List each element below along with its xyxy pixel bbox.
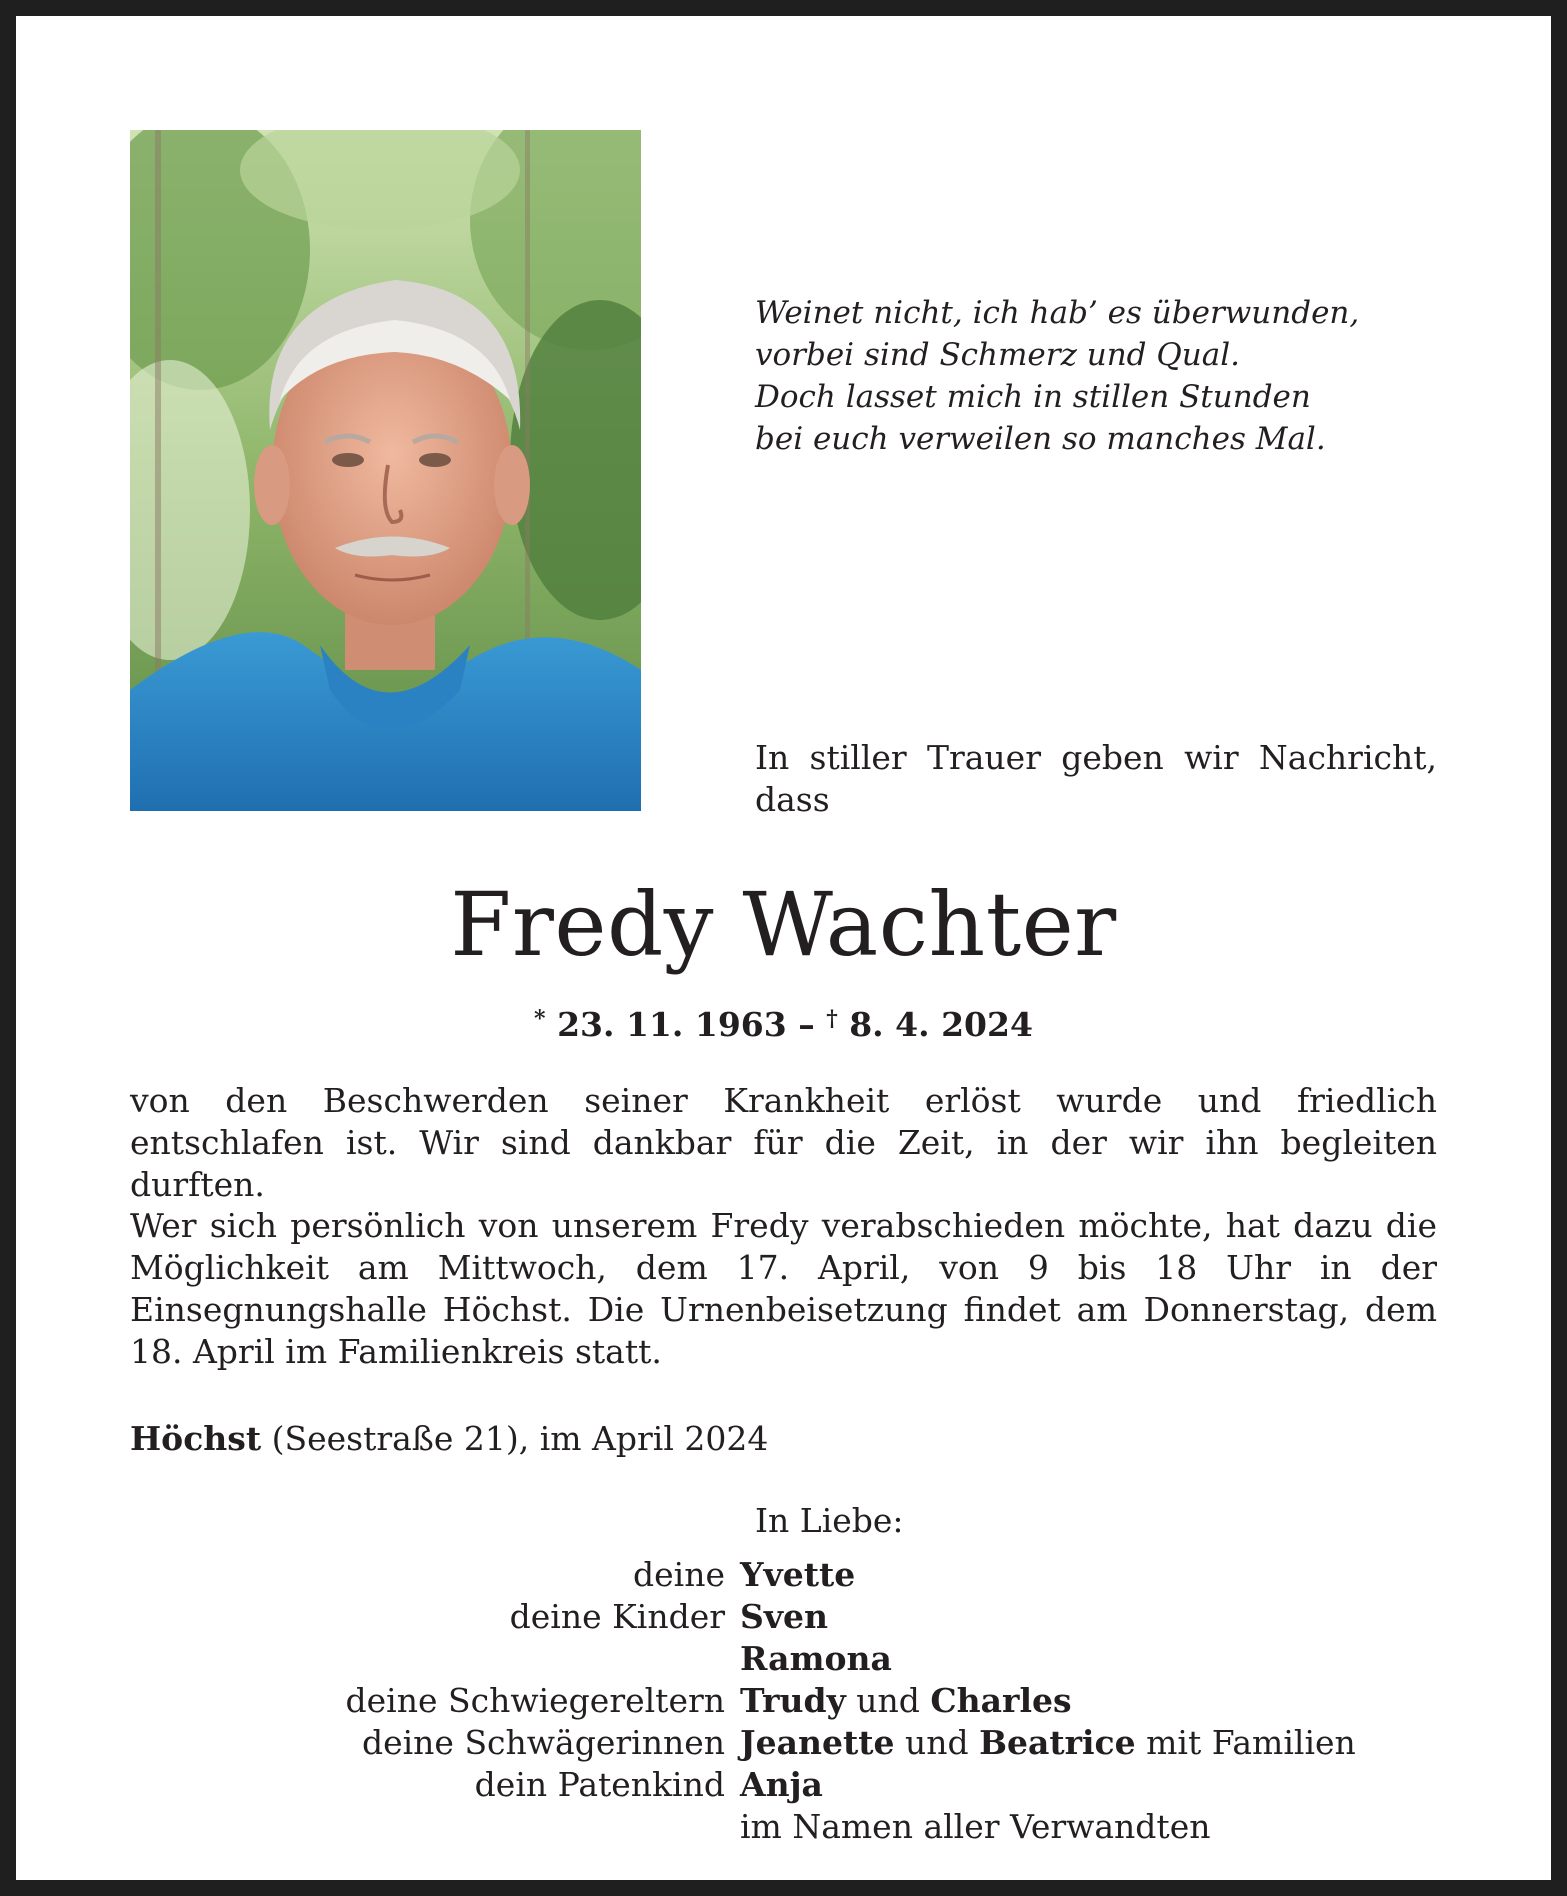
family-names bbox=[740, 1596, 1550, 1638]
family-names bbox=[740, 1764, 1550, 1806]
poem-line: Doch lasset mich in stillen Stunden bbox=[755, 379, 1311, 415]
family-row bbox=[130, 1680, 1550, 1722]
family-names bbox=[740, 1680, 1550, 1722]
relation-label: deine Schwiegereltern bbox=[345, 1681, 725, 1720]
paragraph-farewell: Wer sich persönlich von unserem Fredy verabschieden möchte, hat dazu die Möglichkeit am Mittwoch, dem 17. April, von 9 bis 18 Uhr in der Einsegnungshalle Höchst. Die Urnenbeisetzung findet am Donnerstag, dem 18. April im Familienkreis statt. bbox=[130, 1206, 1437, 1371]
family-name: Beatrice bbox=[979, 1723, 1136, 1762]
intro-line-2: dass bbox=[755, 780, 830, 819]
family-name: Anja bbox=[740, 1765, 823, 1804]
family-name: Jeanette bbox=[740, 1723, 895, 1762]
family-row bbox=[130, 1596, 1550, 1638]
relation-label: deine Schwägerinnen bbox=[361, 1723, 725, 1762]
town-name: Höchst bbox=[130, 1419, 262, 1458]
life-dates bbox=[0, 998, 1567, 1046]
family-row bbox=[130, 1764, 1550, 1806]
death-symbol: † bbox=[826, 1006, 838, 1032]
death-date: 8. 4. 2024 bbox=[849, 1005, 1033, 1044]
family-row bbox=[130, 1554, 1550, 1596]
relation-label: deine Kinder bbox=[509, 1597, 725, 1636]
family-name: Charles bbox=[930, 1681, 1072, 1720]
conjunction: und bbox=[845, 1681, 931, 1720]
deceased-name: Fredy Wachter bbox=[450, 873, 1117, 976]
poem-line: Weinet nicht, ich hab’ es überwunden, bbox=[755, 295, 1360, 331]
family-name: Sven bbox=[740, 1597, 828, 1636]
portrait-photo bbox=[130, 130, 641, 811]
family-row bbox=[130, 1722, 1550, 1764]
poem-line: vorbei sind Schmerz und Qual. bbox=[755, 337, 1241, 373]
family-row bbox=[130, 1638, 1550, 1680]
conjunction: und bbox=[894, 1723, 980, 1762]
relation-label: deine bbox=[633, 1555, 725, 1594]
announcement-intro bbox=[755, 737, 1437, 821]
family-suffix: mit Familien bbox=[1135, 1723, 1356, 1762]
closing-line: im Namen aller Verwandten bbox=[740, 1807, 1211, 1846]
family-list bbox=[130, 1554, 1550, 1848]
address-date: (Seestraße 21), im April 2024 bbox=[261, 1419, 769, 1458]
family-name: Ramona bbox=[740, 1639, 892, 1678]
relation-label bbox=[130, 1806, 740, 1848]
poem-line: bei euch verweilen so manches Mal. bbox=[755, 421, 1326, 457]
in-love-heading: In Liebe: bbox=[755, 1501, 904, 1540]
memorial-poem bbox=[755, 292, 1455, 460]
family-name: Trudy bbox=[740, 1681, 846, 1720]
family-names bbox=[740, 1722, 1550, 1764]
relation-label: dein Patenkind bbox=[474, 1765, 725, 1804]
family-names bbox=[740, 1638, 1550, 1680]
place-date-line bbox=[130, 1418, 768, 1460]
family-row bbox=[130, 1806, 1550, 1848]
intro-line-1: In stiller Trauer geben wir Nachricht, bbox=[755, 738, 1437, 777]
paragraph-passing: von den Beschwerden seiner Krankheit erlöst wurde und friedlich entschlafen ist. Wir sind dankbar für die Zeit, in der wir ihn begleiten durften. bbox=[130, 1081, 1437, 1204]
birth-symbol: * bbox=[534, 1006, 546, 1032]
relation-label bbox=[130, 1638, 740, 1680]
birth-date: 23. 11. 1963 bbox=[557, 1005, 787, 1044]
family-names bbox=[740, 1554, 1550, 1596]
date-separator: – bbox=[786, 1005, 827, 1044]
family-name: Yvette bbox=[740, 1555, 856, 1594]
